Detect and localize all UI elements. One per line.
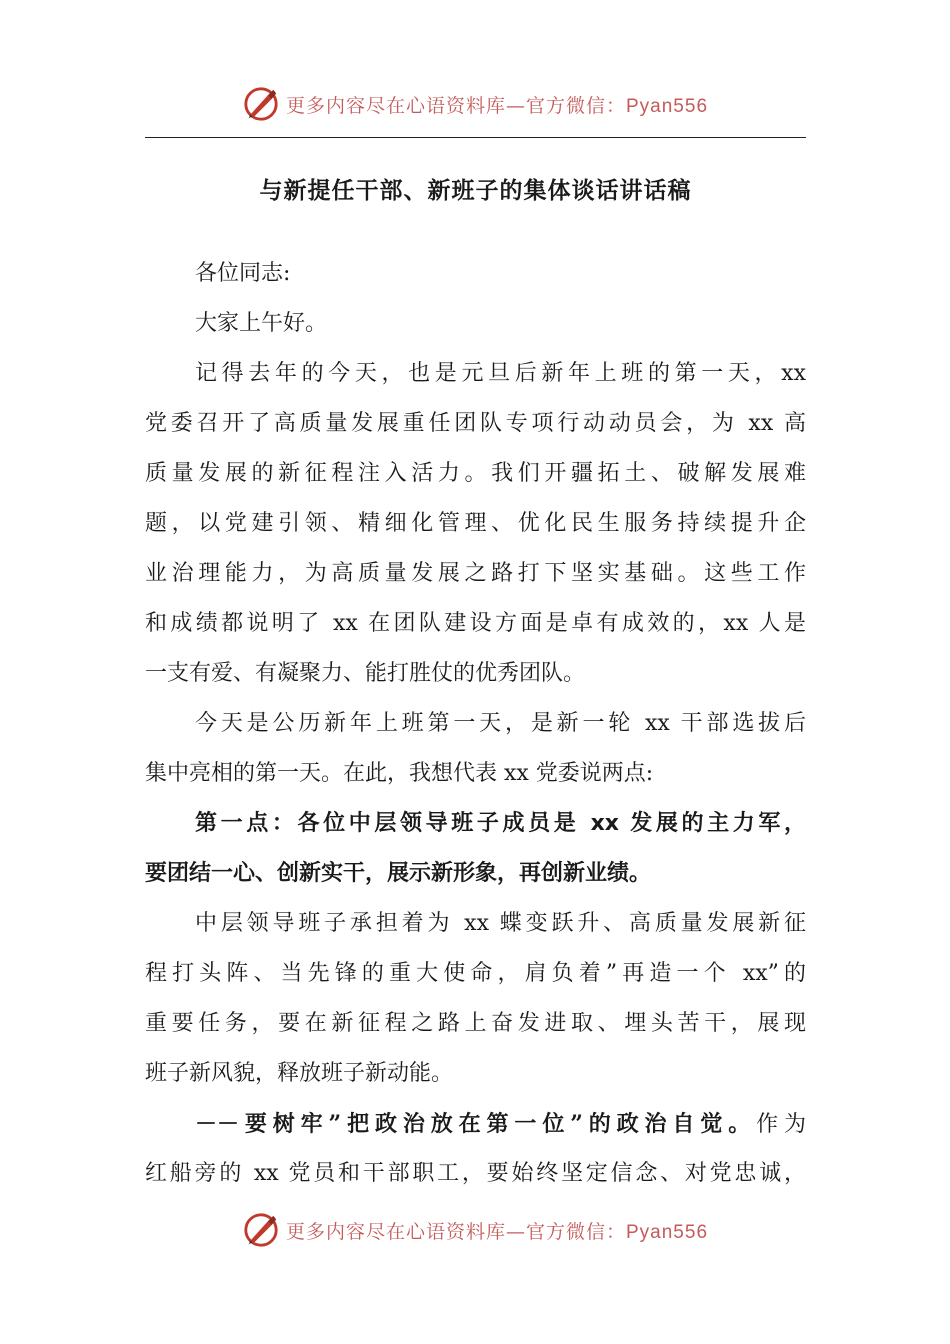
body-line: 重要任务，要在新征程之路上奋发进取、埋头苦干，展现 <box>145 1011 806 1036</box>
document-body <box>145 249 806 1199</box>
body-line: 集中亮相的第一天。在此，我想代表 xx 党委说两点: <box>145 761 654 786</box>
footer-banner <box>0 1208 950 1252</box>
body-line: －－要树牢”把政治放在第一位”的政治自觉。作为 <box>195 1111 806 1137</box>
body-line: 业治理能力，为高质量发展之路打下坚实基础。这些工作 <box>145 561 806 586</box>
pen-logo-icon <box>242 85 280 123</box>
salutation: 各位同志: <box>195 261 291 286</box>
header-rule <box>145 137 806 138</box>
banner-text: 更多内容尽在心语资料库—官方微信：Pyan556 <box>285 1220 709 1243</box>
body-line: 红船旁的 xx 党员和干部职工，要始终坚定信念、对党忠诚， <box>145 1161 806 1186</box>
body-line: 质量发展的新征程注入活力。我们开疆拓土、破解发展难 <box>145 461 806 486</box>
body-line: 题，以党建引领、精细化管理、优化民生服务持续提升企 <box>145 511 806 536</box>
section-heading-line: 第一点：各位中层领导班子成员是 xx 发展的主力军， <box>195 811 806 836</box>
header-banner <box>0 82 950 126</box>
body-line: 程打头阵、当先锋的重大使命，肩负着”再造一个 xx”的 <box>145 961 806 986</box>
pen-logo-icon <box>242 1211 280 1249</box>
body-line: 今天是公历新年上班第一天，是新一轮 xx 干部选拔后 <box>195 711 806 736</box>
body-line: 记得去年的今天，也是元旦后新年上班的第一天，xx <box>195 361 806 386</box>
body-line: 党委召开了高质量发展重任团队专项行动动员会，为 xx 高 <box>145 411 806 436</box>
body-line: 和成绩都说明了 xx 在团队建设方面是卓有成效的，xx 人是 <box>145 611 806 636</box>
document-title: 与新提任干部、新班子的集体谈话讲话稿 <box>259 177 692 204</box>
body-line: 一支有爱、有凝聚力、能打胜仗的优秀团队。 <box>145 661 586 686</box>
bold-lead: －－要树牢”把政治放在第一位”的政治自觉。 <box>195 1111 757 1137</box>
greeting: 大家上午好。 <box>195 311 328 336</box>
body-line: 中层领导班子承担着为 xx 蝶变跃升、高质量发展新征 <box>195 911 806 936</box>
wechat-id: Pyan556 <box>626 95 709 117</box>
banner-text: 更多内容尽在心语资料库—官方微信：Pyan556 <box>285 94 709 117</box>
wechat-id: Pyan556 <box>626 1221 709 1243</box>
section-heading-line: 要团结一心、创新实干，展示新形象，再创新业绩。 <box>145 861 652 886</box>
body-line: 班子新风貌，释放班子新动能。 <box>145 1061 454 1086</box>
